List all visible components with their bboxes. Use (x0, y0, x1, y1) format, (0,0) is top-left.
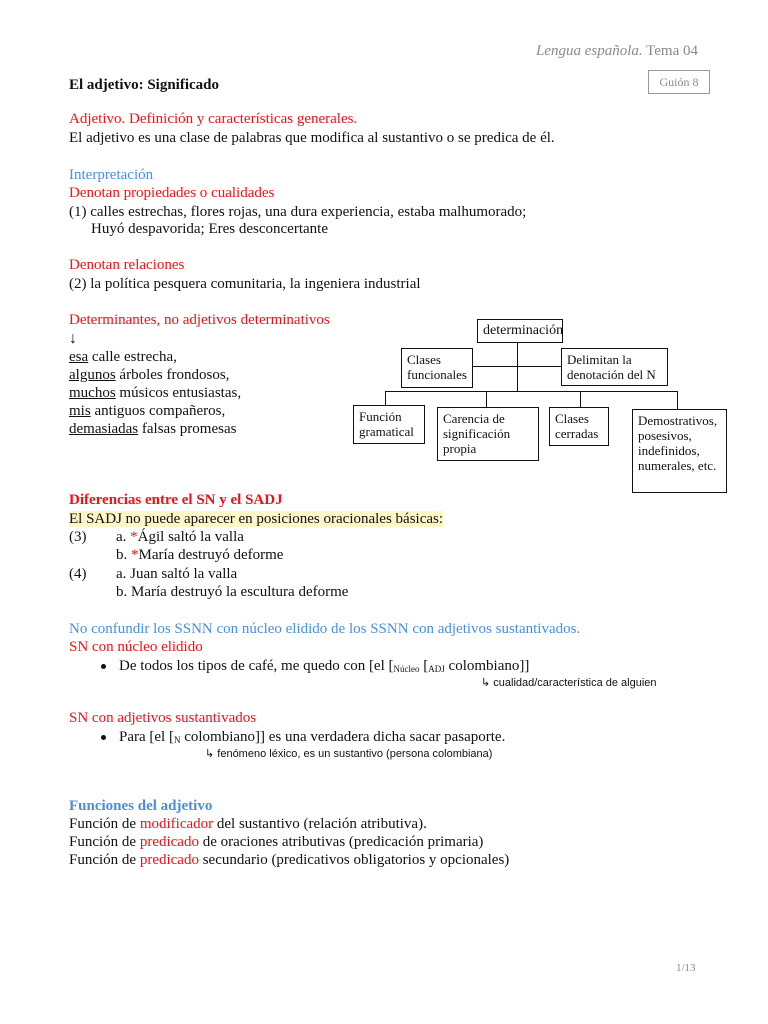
differences-text (69, 510, 443, 528)
differences-heading: Diferencias entre el SN y el SADJ (69, 492, 283, 508)
diagram-node-lack: Carencia de significación propia (437, 407, 539, 461)
page-number: 1/13 (676, 962, 696, 974)
determiner-word: muchos (69, 385, 116, 401)
connector (517, 366, 518, 391)
function-text: Función de (69, 852, 140, 868)
determiner-rest: antiguos compañeros, (90, 403, 226, 419)
subscript: N (173, 735, 181, 745)
connector (385, 391, 386, 405)
ungrammatical-mark: * (130, 529, 138, 545)
determiner-example (69, 420, 236, 438)
example-text: colombiano]] es una verdadera dicha sacar pasaporte. (180, 729, 506, 745)
example-text: colombiano]] (444, 658, 530, 674)
function-keyword: predicado (139, 852, 199, 868)
determiner-example (69, 366, 229, 384)
example-1-line-2: Huyó despavorida; Eres desconcertante (91, 221, 328, 237)
confuse-heading: No confundir los SSNN con núcleo elidido de los SSNN con adjetivos sustantivados. (69, 621, 581, 637)
example-text: Para [el [ (119, 729, 174, 745)
example-text: Ágil saltó la valla (137, 529, 244, 545)
connector (517, 343, 518, 366)
diagram-node-functional: Clases funcionales (401, 348, 473, 388)
diagram-node-function: Función gramatical (353, 405, 425, 444)
function-line (69, 833, 483, 851)
relations-heading: Denotan relaciones (69, 257, 185, 273)
example-2: (2) la política pesquera comunitaria, la ingeniera industrial (69, 276, 421, 292)
course-name: Lengua española. (536, 43, 643, 59)
guion-badge: Guión 8 (648, 70, 710, 94)
header-course (536, 42, 698, 60)
example-3a (116, 528, 244, 546)
connector (677, 391, 678, 409)
connector (486, 391, 487, 407)
determiner-rest: falsas promesas (138, 421, 237, 437)
example-text: [ (419, 658, 429, 674)
function-text: secundario (predicativos obligatorios y opcionales) (198, 852, 510, 868)
subscript: Núcleo (393, 664, 420, 674)
connector (580, 391, 581, 407)
substantivized-heading: SN con adjetivos sustantivados (69, 710, 257, 726)
diagram-node-types: Demostrativos, posesivos, indefinidos, numerales, etc. (632, 409, 727, 493)
function-text: Función de (69, 816, 140, 832)
function-text: del sustantivo (relación atributiva). (213, 816, 427, 832)
function-keyword: modificador (139, 816, 214, 832)
diagram-node-closed: Clases cerradas (549, 407, 609, 446)
determiner-rest: calle estrecha, (88, 349, 177, 365)
interpretation-heading: Interpretación (69, 167, 154, 183)
determiner-word: mis (69, 403, 91, 419)
determiner-rest: músicos entusiastas, (115, 385, 242, 401)
example-4a: a. Juan saltó la valla (116, 566, 238, 582)
determiner-example (69, 348, 177, 366)
determiners-heading: Determinantes, no adjetivos determinativos (69, 312, 330, 328)
example-label: a. (116, 529, 127, 545)
example-1-line-1: (1) calles estrechas, flores rojas, una dura experiencia, estaba malhumorado; (69, 204, 527, 220)
highlighted-text: El SADJ no puede aparecer en posiciones oracionales básicas: (69, 511, 444, 527)
example-text: De todos los tipos de café, me quedo con [el [ (119, 658, 394, 674)
determiner-word: demasiadas (69, 421, 139, 437)
substantivized-note: ↳ fenómeno léxico, es un sustantivo (persona colombiana) (205, 748, 493, 760)
subscript: ADJ (428, 664, 445, 674)
connector (385, 391, 677, 392)
bullet-icon (101, 664, 106, 669)
definition-heading: Adjetivo. Definición y características generales. (69, 111, 358, 127)
function-text: de oraciones atributivas (predicación primaria) (198, 834, 484, 850)
example-label: b. (116, 547, 128, 563)
down-arrow-icon: ↓ (69, 330, 77, 347)
bullet-icon (101, 735, 106, 740)
example-text: María destruyó deforme (138, 547, 284, 563)
page-title: El adjetivo: Significado (69, 77, 220, 93)
tema-label: Tema 04 (646, 43, 699, 59)
example-3b (116, 546, 283, 564)
function-line (69, 815, 427, 833)
properties-heading: Denotan propiedades o cualidades (69, 185, 275, 201)
functions-heading: Funciones del adjetivo (69, 798, 213, 814)
determiner-word: esa (69, 349, 89, 365)
example-4-number: (4) (69, 566, 87, 582)
determiner-example (69, 402, 225, 420)
elided-example (119, 657, 529, 678)
diagram-node-delimit: Delimitan la denotación del N (561, 348, 668, 386)
determiner-example (69, 384, 241, 402)
diagram-root: determinación (477, 319, 563, 343)
ungrammatical-mark: * (131, 547, 139, 563)
function-keyword: predicado (139, 834, 199, 850)
function-line (69, 851, 509, 869)
determiner-rest: árboles frondosos, (115, 367, 230, 383)
function-text: Función de (69, 834, 140, 850)
example-4b: b. María destruyó la escultura deforme (116, 584, 349, 600)
example-3-number: (3) (69, 529, 87, 545)
determiner-word: algunos (69, 367, 116, 383)
definition-text: El adjetivo es una clase de palabras que modifica al sustantivo o se predica de él. (69, 130, 555, 146)
elided-note: ↳ cualidad/característica de alguien (481, 677, 657, 689)
elided-heading: SN con núcleo elidido (69, 639, 203, 655)
